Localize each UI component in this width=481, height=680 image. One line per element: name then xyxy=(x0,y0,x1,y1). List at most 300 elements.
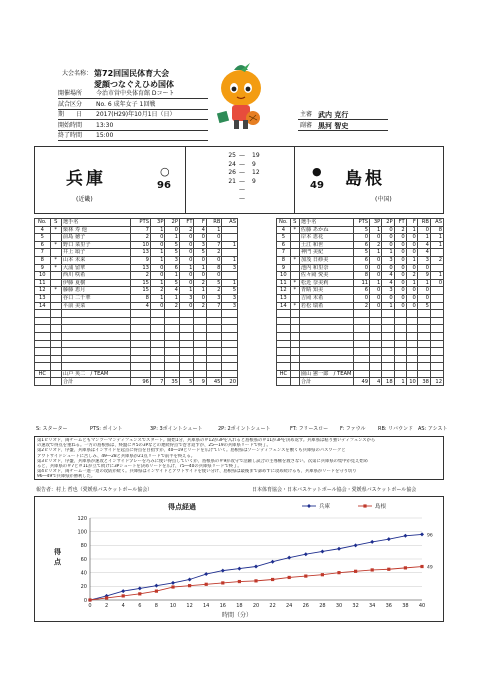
table-cell: * xyxy=(290,279,299,287)
x-tick-label: 34 xyxy=(369,603,376,609)
table-cell xyxy=(394,370,406,378)
table-cell: 10 xyxy=(35,272,51,280)
table-cell: 5 xyxy=(194,249,206,257)
table-cell xyxy=(290,249,299,257)
table-cell xyxy=(194,332,206,340)
table-cell: 5 xyxy=(165,279,180,287)
quarter-dash: — xyxy=(239,152,245,159)
table-cell: HC xyxy=(35,370,51,378)
referee-name: 黒河 智史 xyxy=(318,121,349,130)
legend-item: FT: フリースロー xyxy=(290,426,329,432)
table-row xyxy=(277,264,444,272)
table-cell xyxy=(35,340,51,348)
y-tick-label: 20 xyxy=(80,584,87,591)
table-cell: 0 xyxy=(179,256,194,264)
legend-label: 島根 xyxy=(375,504,387,510)
table-cell xyxy=(370,340,382,348)
table-cell xyxy=(35,355,51,363)
data-point xyxy=(122,594,125,597)
table-cell: 4 xyxy=(131,302,151,310)
table-cell xyxy=(277,317,291,325)
x-tick-label: 16 xyxy=(219,603,226,609)
table-cell: 0 xyxy=(206,272,222,280)
table-cell: 1 xyxy=(150,279,165,287)
data-point xyxy=(420,565,423,568)
table-row xyxy=(277,363,444,371)
table-cell xyxy=(222,355,238,363)
table-cell: 0 xyxy=(150,234,165,242)
table-cell xyxy=(353,332,370,340)
table-cell: 井上 頌子 xyxy=(61,249,130,257)
table-cell xyxy=(50,363,61,371)
table-row xyxy=(277,302,444,310)
commentary-line: の速攻で得点を重ねる。一方の島根県は、終盤に＃5の3Pなどの連続得点で巻き返すが、25―19の兵庫県リードで終了。 xyxy=(37,443,271,449)
referee-label: 副審 xyxy=(300,121,313,129)
table-cell: 5 xyxy=(277,234,291,242)
table-cell: 0 xyxy=(353,264,370,272)
table-row xyxy=(277,355,444,363)
table-row xyxy=(35,355,238,363)
table-cell xyxy=(290,272,299,280)
table-cell xyxy=(206,363,222,371)
table-cell xyxy=(299,325,353,333)
legend-item: AS: アシスト xyxy=(418,426,448,432)
header-row-label: 終了時間 xyxy=(58,132,83,139)
table-cell: 14 xyxy=(35,302,51,310)
table-cell: RB xyxy=(206,219,222,227)
table-cell: 合計 xyxy=(61,378,130,386)
table-cell xyxy=(370,310,382,318)
data-point xyxy=(370,540,374,544)
table-cell xyxy=(194,355,206,363)
x-tick-label: 38 xyxy=(402,603,409,609)
table-cell xyxy=(382,340,394,348)
table-cell xyxy=(50,378,61,386)
data-point xyxy=(205,583,208,586)
table-cell: 4 xyxy=(370,378,382,386)
table-cell xyxy=(179,370,194,378)
x-tick-label: 30 xyxy=(335,603,343,609)
x-tick-label: 12 xyxy=(186,603,193,609)
table-cell xyxy=(150,348,165,356)
table-cell: 14 xyxy=(277,302,291,310)
table-cell: 13 xyxy=(131,249,151,257)
table-cell: 1 xyxy=(150,294,165,302)
legend-item: 2P: 2ポイントシュート xyxy=(218,426,271,432)
header-row-label: 期 日 xyxy=(58,111,83,118)
header-row-value: 今治市営中央体育館 Dコート xyxy=(96,90,175,97)
table-cell: 0 xyxy=(394,264,406,272)
table-cell: 6 xyxy=(353,241,370,249)
data-point xyxy=(420,532,424,536)
commentary-line: ると、兵庫県の＃7と＃11が立て続けに3Pシュートを決めリードを広げ、75―40の兵庫県リードで終了。 xyxy=(37,464,242,469)
table-cell: 5 xyxy=(165,241,180,249)
table-cell: 9 xyxy=(194,378,206,386)
table-cell: 0 xyxy=(394,272,406,280)
table-row xyxy=(35,219,238,227)
table-cell: 2 xyxy=(370,241,382,249)
table-cell: 園山 憲一郎 / TEAM xyxy=(300,370,352,377)
table-cell xyxy=(222,317,238,325)
header-row-rule xyxy=(58,109,208,110)
table-row xyxy=(277,287,444,295)
table-cell xyxy=(353,355,370,363)
table-row xyxy=(35,348,238,356)
table-cell xyxy=(353,310,370,318)
table-cell xyxy=(222,348,238,356)
x-tick-label: 18 xyxy=(236,603,243,609)
legend-item: 3P: 3ポイントシュート xyxy=(150,426,203,432)
table-cell xyxy=(406,370,417,378)
data-point xyxy=(321,573,324,576)
table-cell xyxy=(61,363,130,371)
table-cell xyxy=(50,249,61,257)
table-cell: FT xyxy=(394,219,406,227)
table-cell: 7 xyxy=(35,249,51,257)
table-cell xyxy=(179,325,194,333)
table-cell: 2 xyxy=(394,226,406,234)
x-tick-label: 28 xyxy=(319,603,326,609)
commentary-line: 96―49で兵庫県が勝利した。 xyxy=(37,474,96,480)
table-cell xyxy=(165,317,180,325)
table-cell: 2 xyxy=(206,287,222,295)
away-total-score: 49 xyxy=(310,180,324,191)
table-cell: 2 xyxy=(353,302,370,310)
table-cell: 9 xyxy=(417,272,430,280)
table-cell: 1 xyxy=(406,226,417,234)
table-cell xyxy=(131,317,151,325)
scoreboard-divider-right xyxy=(294,146,295,214)
table-cell: 12 xyxy=(277,287,291,295)
table-cell: 合計 xyxy=(299,378,353,386)
table-row xyxy=(35,287,238,295)
legend-item: RB: リバウンド xyxy=(378,426,414,432)
table-cell: 0 xyxy=(406,249,417,257)
table-cell: 8 xyxy=(35,256,51,264)
table-row xyxy=(277,219,444,227)
table-cell: * xyxy=(50,256,61,264)
table-cell: 6 xyxy=(353,287,370,295)
table-cell xyxy=(179,317,194,325)
data-point xyxy=(221,581,224,584)
table-cell: 2P xyxy=(165,219,180,227)
table-cell: 1 xyxy=(150,249,165,257)
home-team-name: 兵庫 xyxy=(66,169,106,189)
table-cell: 0 xyxy=(406,302,417,310)
table-cell xyxy=(290,340,299,348)
data-point xyxy=(254,565,258,569)
table-cell: 7 xyxy=(206,302,222,310)
header-row-label: 開始時間 xyxy=(58,121,83,129)
quarter-dash: — xyxy=(239,169,245,176)
table-cell xyxy=(61,340,130,348)
table-cell: 0 xyxy=(370,234,382,242)
table-cell xyxy=(417,340,430,348)
table-cell: 10 xyxy=(131,241,151,249)
table-cell xyxy=(50,272,61,280)
header-row-value: 2017(H29)年10月1日（日） xyxy=(96,111,176,118)
table-cell xyxy=(50,317,61,325)
table-cell: 7 xyxy=(131,226,151,234)
table-cell: 0 xyxy=(179,279,194,287)
table-cell xyxy=(370,363,382,371)
table-cell xyxy=(61,332,130,340)
table-cell: 0 xyxy=(382,241,394,249)
table-cell: 2 xyxy=(194,302,206,310)
table-cell xyxy=(165,355,180,363)
legend-item: PTS: ポイント xyxy=(90,426,123,432)
table-cell xyxy=(179,363,194,371)
table-cell xyxy=(150,332,165,340)
table-cell: 5 xyxy=(417,302,430,310)
table-cell: 1 xyxy=(370,279,382,287)
quarter-away-score: 9 xyxy=(252,177,256,185)
quarter-dash: — xyxy=(239,177,245,185)
header-row-rule xyxy=(58,119,208,120)
table-cell xyxy=(290,310,299,318)
data-point xyxy=(288,576,291,579)
table-cell: 96 xyxy=(131,378,151,386)
table-cell xyxy=(179,348,194,356)
table-cell: 1 xyxy=(417,279,430,287)
table-cell xyxy=(277,325,291,333)
table-cell: 8 xyxy=(277,256,291,264)
table-cell xyxy=(290,325,299,333)
table-cell: 10 xyxy=(406,378,417,386)
table-cell: 0 xyxy=(194,256,206,264)
table-cell: 0 xyxy=(370,264,382,272)
table-cell: 2 xyxy=(179,226,194,234)
quarter-home-score: 24 xyxy=(228,160,236,168)
table-cell: * xyxy=(290,302,299,310)
table-cell: 1 xyxy=(382,249,394,257)
table-cell xyxy=(35,378,51,386)
table-row xyxy=(277,317,444,325)
table-row xyxy=(35,370,238,378)
data-point xyxy=(88,598,91,601)
table-cell xyxy=(406,355,417,363)
table-cell: 1 xyxy=(222,256,238,264)
table-cell xyxy=(35,348,51,356)
quarter-away-score: 19 xyxy=(252,152,260,159)
table-cell xyxy=(277,332,291,340)
table-cell xyxy=(206,370,222,378)
table-cell: 5 xyxy=(222,287,238,295)
table-cell: 栗林 寿 他 xyxy=(61,226,130,234)
table-cell: 7 xyxy=(206,241,222,249)
table-cell xyxy=(179,332,194,340)
table-cell xyxy=(417,317,430,325)
table-cell xyxy=(35,363,51,371)
table-cell xyxy=(299,310,353,318)
table-cell: 0 xyxy=(179,234,194,242)
table-cell: 吉岡 末希 xyxy=(299,294,353,302)
table-cell xyxy=(131,332,151,340)
table-cell xyxy=(165,325,180,333)
home-total-score: 96 xyxy=(157,180,171,191)
table-cell: 38 xyxy=(417,378,430,386)
quarter-dash: — xyxy=(239,194,245,202)
home-team-region: (近畿) xyxy=(76,196,93,203)
legend-marker xyxy=(307,504,311,508)
table-cell: AS xyxy=(430,219,443,227)
home-result-mark: ○ xyxy=(160,165,170,178)
table-cell xyxy=(394,355,406,363)
table-cell: 3 xyxy=(165,256,180,264)
table-cell xyxy=(222,332,238,340)
table-cell: 0 xyxy=(150,272,165,280)
y-axis-label-char: 点 xyxy=(54,558,61,566)
table-cell: 45 xyxy=(206,378,222,386)
legend-item: F: ファウル xyxy=(340,426,366,432)
table-row xyxy=(35,249,238,257)
table-cell xyxy=(206,340,222,348)
away-team-name: 島根 xyxy=(345,169,385,189)
table-cell xyxy=(430,302,443,310)
table-cell: 0 xyxy=(394,294,406,302)
table-cell xyxy=(206,310,222,318)
table-cell: 0 xyxy=(394,249,406,257)
table-cell xyxy=(179,340,194,348)
table-cell xyxy=(430,310,443,318)
table-cell: AS xyxy=(222,219,238,227)
x-axis-label: 時間（分） xyxy=(221,612,253,619)
table-cell xyxy=(150,363,165,371)
table-row xyxy=(277,294,444,302)
away-team-region: (中国) xyxy=(375,196,392,203)
table-cell: 岸本 恵花 xyxy=(299,234,353,242)
table-cell: 0 xyxy=(382,294,394,302)
table-cell xyxy=(222,226,238,234)
data-point xyxy=(320,549,324,553)
x-tick-label: 22 xyxy=(269,603,276,609)
table-cell: 0 xyxy=(370,302,382,310)
table-cell xyxy=(150,325,165,333)
table-row xyxy=(277,325,444,333)
table-cell xyxy=(206,325,222,333)
table-cell xyxy=(370,370,382,378)
table-cell xyxy=(61,355,130,363)
table-cell xyxy=(370,317,382,325)
table-cell xyxy=(50,294,61,302)
table-cell: 0 xyxy=(394,241,406,249)
table-cell: 0 xyxy=(394,287,406,295)
table-cell: 佐藤 あかね xyxy=(299,226,353,234)
table-cell: 3 xyxy=(382,287,394,295)
table-cell xyxy=(50,310,61,318)
table-cell: 0 xyxy=(406,287,417,295)
data-point xyxy=(304,574,307,577)
table-cell: 3 xyxy=(194,241,206,249)
table-cell xyxy=(290,234,299,242)
table-cell xyxy=(277,340,291,348)
table-row xyxy=(35,272,238,280)
table-cell xyxy=(35,310,51,318)
table-cell: 3 xyxy=(222,264,238,272)
table-cell xyxy=(150,310,165,318)
table-cell: 若松 瑞希 xyxy=(299,302,353,310)
table-cell: 0 xyxy=(417,264,430,272)
table-cell: * xyxy=(290,256,299,264)
data-point xyxy=(337,547,341,551)
x-tick-label: 2 xyxy=(105,603,109,609)
table-cell: 3P xyxy=(370,219,382,227)
table-cell: 6 xyxy=(353,256,370,264)
table-cell: 0 xyxy=(179,272,194,280)
table-cell: 0 xyxy=(406,241,417,249)
table-cell xyxy=(61,348,130,356)
table-cell xyxy=(61,325,130,333)
table-cell: 0 xyxy=(194,272,206,280)
table-row xyxy=(35,294,238,302)
table-cell: 6 xyxy=(35,241,51,249)
data-point xyxy=(354,543,358,547)
table-cell: 1 xyxy=(165,294,180,302)
table-cell xyxy=(50,348,61,356)
table-cell: 4 xyxy=(417,241,430,249)
table-cell xyxy=(277,348,291,356)
table-cell: 13 xyxy=(35,294,51,302)
table-cell xyxy=(290,264,299,272)
table-cell xyxy=(222,325,238,333)
data-point xyxy=(155,590,158,593)
table-cell: 5 xyxy=(165,249,180,257)
table-cell: 13 xyxy=(131,264,151,272)
table-cell: 49 xyxy=(353,378,370,386)
y-tick-label: 80 xyxy=(80,543,87,550)
table-cell: 0 xyxy=(417,226,430,234)
table-cell xyxy=(131,348,151,356)
table-cell xyxy=(165,370,180,378)
x-tick-label: 40 xyxy=(418,603,426,609)
quarter-away-score: 12 xyxy=(252,169,260,176)
table-cell xyxy=(206,332,222,340)
data-point xyxy=(387,568,390,571)
table-cell xyxy=(194,370,206,378)
table-cell xyxy=(206,355,222,363)
table-cell xyxy=(50,279,61,287)
table-cell: 9 xyxy=(35,264,51,272)
table-cell: 0 xyxy=(179,302,194,310)
header-row-rule xyxy=(58,140,208,141)
table-cell: 4 xyxy=(277,226,291,234)
series-end-label: 96 xyxy=(427,533,433,539)
table-cell: F xyxy=(406,219,417,227)
table-cell xyxy=(35,325,51,333)
table-cell xyxy=(165,363,180,371)
x-tick-label: 20 xyxy=(252,603,260,609)
table-cell xyxy=(50,325,61,333)
table-row xyxy=(277,310,444,318)
table-cell: 11 xyxy=(353,279,370,287)
table-row xyxy=(277,370,444,378)
table-cell xyxy=(290,317,299,325)
table-cell: 5 xyxy=(179,378,194,386)
table-cell xyxy=(150,370,165,378)
x-tick-label: 36 xyxy=(385,603,392,609)
table-cell xyxy=(382,317,394,325)
table-cell: 5 xyxy=(353,226,370,234)
table-cell xyxy=(382,310,394,318)
y-tick-label: 0 xyxy=(83,597,87,604)
x-tick-label: 0 xyxy=(88,603,92,609)
table-cell xyxy=(382,348,394,356)
table-cell xyxy=(277,363,291,371)
table-row xyxy=(277,272,444,280)
table-cell xyxy=(417,325,430,333)
table-cell: 9 xyxy=(277,264,291,272)
table-cell: S xyxy=(290,219,299,227)
